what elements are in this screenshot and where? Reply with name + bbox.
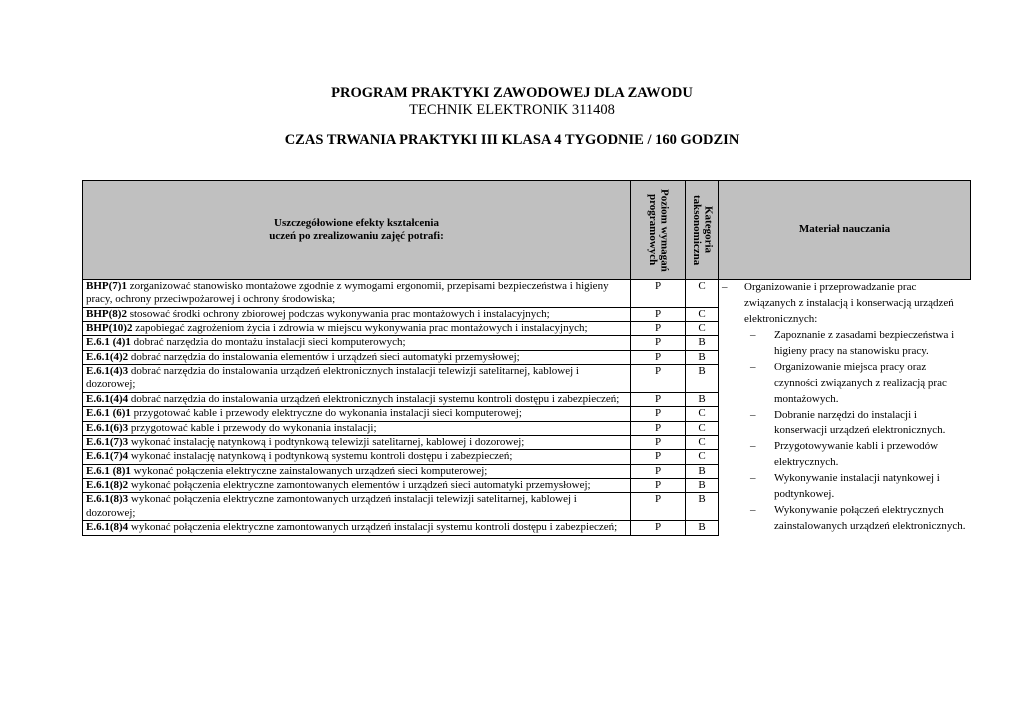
effect-text: zapobiegać zagrożeniom życia i zdrowia w miejscu wykonywania prac montażowych i instalacyjnych; (135, 322, 588, 335)
effect-text: przygotować kable i przewody elektryczne do wykonania instalacji sieci komputerowej; (133, 407, 522, 420)
category-cell: B (686, 479, 719, 493)
effect-code: E.6.1(8)2 (86, 479, 129, 491)
effect-cell (83, 493, 631, 521)
level-cell: P (631, 435, 686, 449)
effect-cell (83, 307, 631, 321)
category-cell: B (686, 365, 719, 393)
program-table (82, 180, 971, 536)
effect-text: przygotować kable i przewody do wykonania instalacji; (130, 421, 377, 434)
category-cell: C (686, 307, 719, 321)
category-cell: B (686, 493, 719, 521)
effect-text: dobrać narzędzia do instalowania urządzeń elektronicznych instalacji systemu kontroli dostępu i zabezpieczeń; (130, 392, 620, 405)
level-cell: P (631, 280, 686, 308)
effect-text: dobrać narzędzia do instalowania elementów i urządzeń sieci automatyki przemysłowej; (130, 350, 520, 363)
effect-code: E.6.1(4)3 (86, 365, 129, 378)
material-header-text: Materiał nauczania (798, 223, 891, 236)
category-cell: C (686, 421, 719, 435)
level-cell: P (631, 421, 686, 435)
effect-cell (83, 322, 631, 336)
effect-cell (83, 280, 631, 308)
effect-code: E.6.1(8)3 (86, 493, 129, 506)
duration-subtitle: CZAS TRWANIA PRAKTYKI III KLASA 4 TYGODNIE / 160 GODZIN (284, 132, 740, 148)
effects-header-line2: uczeń po zrealizowaniu zajęć potrafi: (269, 230, 444, 242)
effect-code: E.6.1(4)4 (86, 392, 129, 405)
table-header-row (83, 181, 971, 280)
effect-text: wykonać połączenia elektryczne zamontowanych elementów i urządzeń sieci automatyki przemysłowej; (130, 479, 591, 491)
level-cell: P (631, 350, 686, 364)
level-column-header (631, 181, 686, 280)
material-sub-item: – Zapoznanie z zasadami bezpieczeństwa i higieny pracy na stanowisku pracy. (744, 328, 968, 360)
effect-cell (83, 521, 631, 535)
level-cell: P (631, 464, 686, 478)
category-cell: C (686, 450, 719, 464)
effect-cell (83, 392, 631, 406)
category-cell: B (686, 350, 719, 364)
effect-cell (83, 350, 631, 364)
level-cell: P (631, 493, 686, 521)
material-sub-item: – Dobranie narzędzi do instalacji i konserwacji urządzeń elektronicznych. (744, 408, 968, 440)
category-cell: B (686, 464, 719, 478)
effect-text: wykonać połączenia elektryczne zamontowanych urządzeń instalacji systemu kontroli dostępu i zabezpieczeń; (130, 521, 618, 534)
level-cell: P (631, 307, 686, 321)
category-cell: C (686, 322, 719, 336)
level-cell: P (631, 521, 686, 535)
level-cell: P (631, 392, 686, 406)
effect-text: zorganizować stanowisko montażowe zgodnie z wymogami ergonomii, przepisami bezpieczeństwa i higieny pracy, ochrony przeciwpożarowej i ochrony środowiska; (86, 280, 609, 306)
effect-text: stosować środki ochrony zbiorowej podczas wykonywania prac montażowych i instalacyjnych; (129, 307, 550, 320)
effect-code: BHP(7)1 (86, 280, 127, 292)
category-cell: B (686, 521, 719, 535)
effects-column-header (83, 181, 631, 280)
material-sublist (744, 328, 968, 535)
material-main-item (722, 280, 968, 535)
material-sub-item: – Organizowanie miejsca pracy oraz czynności związanych z realizacją prac montażowych. (744, 360, 968, 408)
effect-code: E.6.1(6)3 (86, 421, 129, 434)
material-sub-item: – Przygotowywanie kabli i przewodów elektrycznych. (744, 439, 968, 471)
category-header-text: Kategoria taksonomiczna (691, 194, 715, 266)
effect-cell (83, 336, 631, 350)
effect-text: wykonać połączenia elektryczne zamontowanych urządzeń instalacji telewizji satelitarnej, kablowej i dozorowej; (86, 493, 577, 519)
category-cell: C (686, 407, 719, 421)
effect-code: E.6.1(4)2 (86, 350, 129, 363)
level-cell: P (631, 407, 686, 421)
level-cell: P (631, 322, 686, 336)
level-cell: P (631, 365, 686, 393)
level-cell: P (631, 479, 686, 493)
material-sub-item: – Wykonywanie instalacji natynkowej i podtynkowej. (744, 471, 968, 503)
category-column-header (686, 181, 719, 280)
effects-header-line1: Uszczegółowione efekty kształcenia (274, 216, 439, 229)
effect-cell (83, 464, 631, 478)
category-cell: B (686, 392, 719, 406)
effect-code: E.6.1 (4)1 (86, 336, 131, 349)
effect-cell (83, 407, 631, 421)
material-list (722, 280, 968, 535)
category-cell: C (686, 435, 719, 449)
effect-cell (83, 365, 631, 393)
effect-text: dobrać narzędzia do montażu instalacji sieci komputerowych; (133, 336, 406, 349)
level-header-text: Poziom wymagań programowych (647, 188, 671, 272)
material-main-text: – Organizowanie i przeprowadzanie prac związanych z instalacją i konserwacją urządzeń elektronicznych: (744, 281, 954, 325)
effect-cell (83, 421, 631, 435)
effect-code: E.6.1(7)3 (86, 435, 129, 448)
level-cell: P (631, 450, 686, 464)
material-sub-item: – Wykonywanie połączeń elektrycznych zainstalowanych urządzeń elektronicznych. (744, 503, 968, 535)
effect-text: wykonać instalację natynkową i podtynkową systemu kontroli dostępu i zabezpieczeń; (130, 450, 513, 463)
effect-text: dobrać narzędzia do instalowania urządzeń elektronicznych instalacji telewizji satelitarnej, kablowej i dozorowej; (86, 365, 579, 391)
material-cell (719, 280, 971, 536)
effect-code: E.6.1(8)4 (86, 521, 129, 534)
category-cell: C (686, 280, 719, 308)
effect-text: wykonać instalację natynkową i podtynkową telewizji satelitarnej, kablowej i dozorowej; (130, 435, 525, 448)
effect-code: E.6.1 (8)1 (86, 464, 131, 477)
category-cell: B (686, 336, 719, 350)
level-cell: P (631, 336, 686, 350)
profession-code-line: TECHNIK ELEKTRONIK 311408 (409, 102, 615, 118)
effect-cell (83, 435, 631, 449)
table-row (83, 280, 971, 308)
effect-cell (83, 450, 631, 464)
material-column-header (719, 181, 971, 280)
effect-code: BHP(8)2 (86, 307, 127, 320)
effect-code: E.6.1 (6)1 (86, 407, 131, 420)
effect-cell (83, 479, 631, 493)
effect-text: wykonać połączenia elektryczne zainstalowanych urządzeń sieci komputerowej; (133, 464, 488, 477)
document-title: PROGRAM PRAKTYKI ZAWODOWEJ DLA ZAWODU (331, 85, 693, 101)
effect-code: BHP(10)2 (86, 322, 133, 335)
effect-code: E.6.1(7)4 (86, 450, 129, 463)
